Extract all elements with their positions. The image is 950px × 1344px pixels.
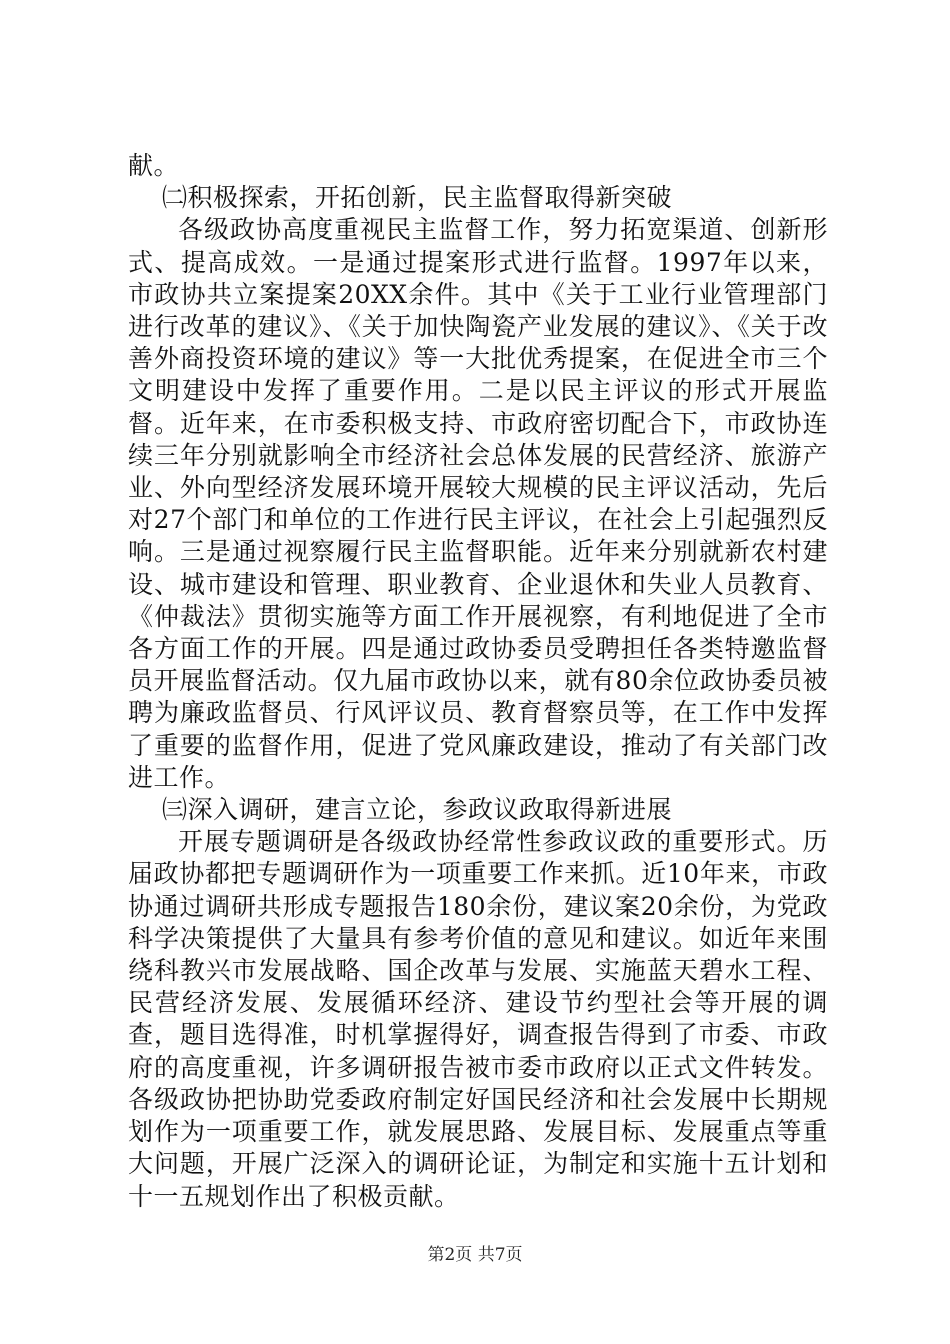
section-heading-2: ㈡积极探索，开拓创新，民主监督取得新突破 bbox=[162, 183, 673, 213]
body-paragraph-supervision: 各级政协高度重视民主监督工作，努力拓宽渠道、创新形式、提高成效。一是通过提案形式进行监督。1997年以来，市政协共立案提案20XX余件。其中《关于工业行业管理部门进行改革的建议》、《关于加快陶瓷产业发展的建议》、《关于改善外商投资环境的建议》等一大批优秀提案，在促进全市三个文明建设中发挥了重要作用。二是以民主评议的形式开展监督。近年来，在市委积极支持、市政府密切配合下，市政协连续三年分别就影响全市经济社会总体发展的民营经济、旅游产业、外向型经济发展环境开展较大规模的民主评议活动，先后对27个部门和单位的工作进行民主评议，在社会上引起强烈反响。三是通过视察履行民主监督职能。近年来分别就新农村建设、城市建设和管理、职业教育、企业退休和失业人员教育、《仲裁法》贯彻实施等方面工作开展视察，有利地促进了全市各方面工作的开展。四是通过政协委员受聘担任各类特邀监督员开展监督活动。仅九届市政协以来，就有80余位政协委员被聘为廉政监督员、行风评议员、教育督察员等，在工作中发挥了重要的监督作用，促进了党风廉政建设，推动了有关部门改进工作。 bbox=[128, 215, 828, 792]
page-footer: 第2页 共7页 bbox=[427, 1245, 523, 1265]
section-heading-3: ㈢深入调研，建言立论，参政议政取得新进展 bbox=[162, 795, 673, 825]
continuation-text: 献。 bbox=[128, 151, 180, 180]
body-paragraph-research: 开展专题调研是各级政协经常性参政议政的重要形式。历届政协都把专题调研作为一项重要工作来抓。近10年来，市政协通过调研共形成专题报告180余份，建议案20余份，为党政科学决策提供了大量具有参考价值的意见和建议。如近年来围绕科教兴市发展战略、国企改革与发展、实施蓝天碧水工程、民营经济发展、发展循环经济、建设节约型社会等开展的调查，题目选得准，时机掌握得好，调查报告得到了市委、市政府的高度重视，许多调研报告被市委市政府以正式文件转发。各级政协把协助党委政府制定好国民经济和社会发展中长期规划作为一项重要工作，就发展思路、发展目标、发展重点等重大问题，开展广泛深入的调研论证，为制定和实施十五计划和十一五规划作出了积极贡献。 bbox=[128, 827, 828, 1211]
document-body bbox=[128, 150, 828, 1213]
